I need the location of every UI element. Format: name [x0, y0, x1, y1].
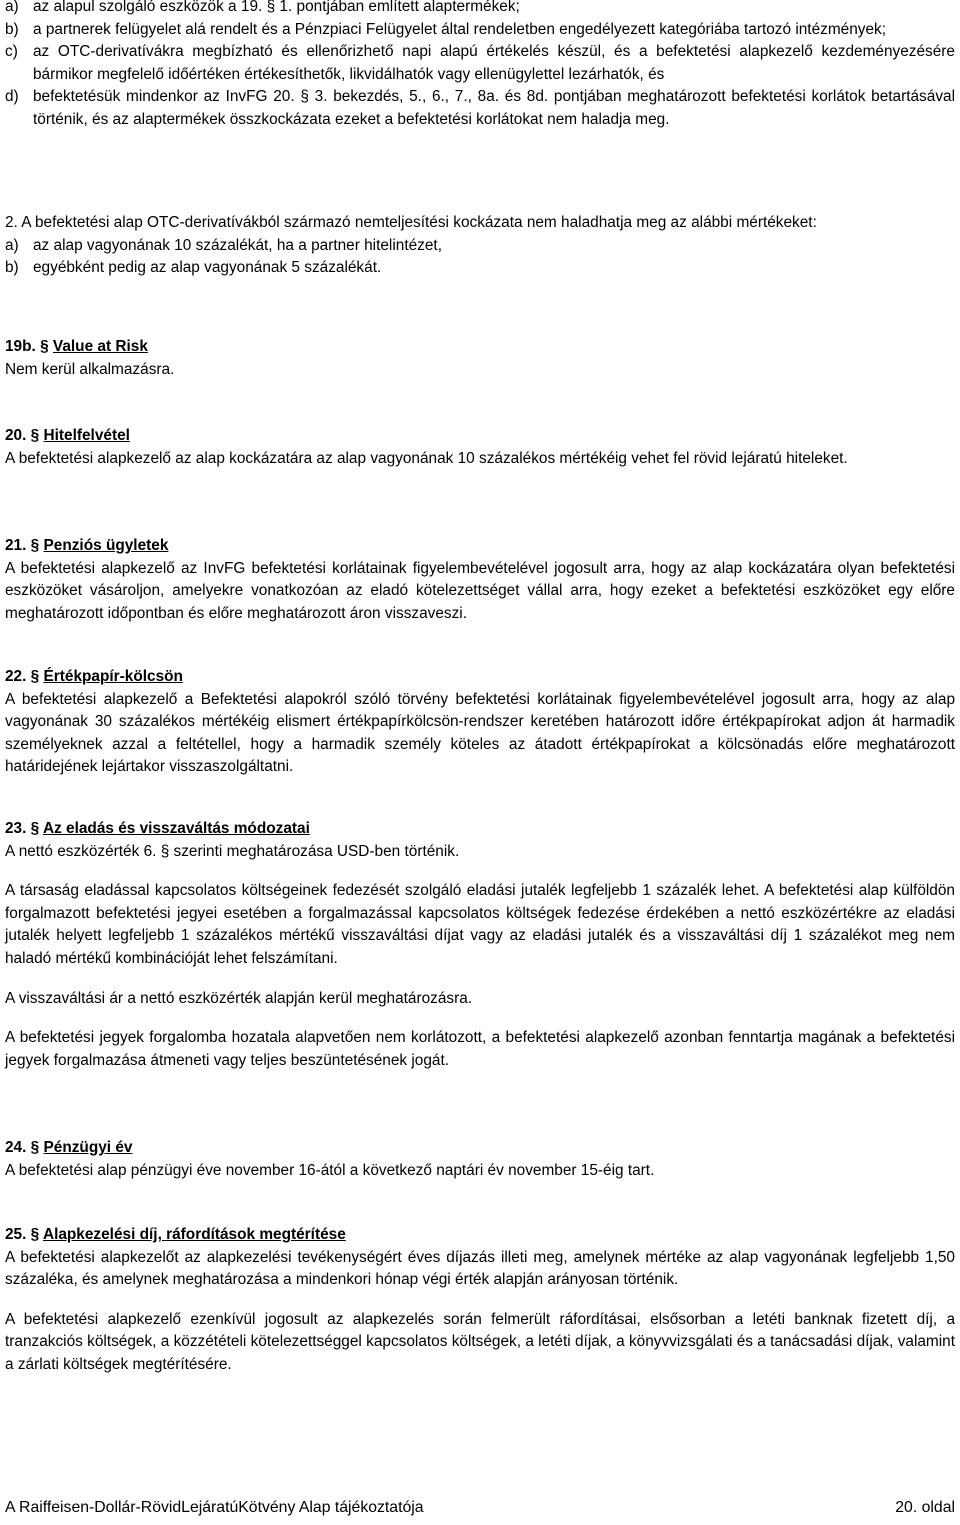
section-22	[5, 666, 955, 779]
section-19b	[5, 336, 955, 381]
intro-list	[5, 0, 955, 132]
list-label: d)	[5, 88, 19, 106]
section-title: Az eladás és visszaváltás módozatai	[42, 820, 310, 837]
list-item	[5, 19, 955, 42]
list-label: b)	[5, 259, 19, 277]
page-footer	[5, 1497, 955, 1519]
section-heading	[5, 425, 955, 448]
section-title: Value at Risk	[52, 338, 148, 355]
section-title: Alapkezelési díj, ráfordítások megtérítése	[42, 1226, 346, 1243]
footer-title: A Raiffeisen-Dollár-RövidLejáratúKötvény Alap tájékoztatója	[5, 1499, 424, 1516]
section-body: A társaság eladással kapcsolatos költségeinek fedezését szolgáló eladási jutalék legfeljebb 1 százalék lehet. A befektetési alap külföldön forgalmazott befektetési jegyei esetében a forgalmazással kapcsolatos költségek fedezése érdekében a nettó eszközértékre az eladási jutalék helyett legfeljebb 1 százalékos mértékű visszaváltási díjat vagy az eladási jutalék és a visszaváltási díj 1 százalékot meg nem haladó mértékű kombinációját lehet felszámítani.	[5, 882, 955, 967]
paragraph-text: 2. A befektetési alap OTC-derivatívákból származó nemteljesítési kockázata nem haladhatja meg az alábbi mértékeket:	[5, 214, 817, 231]
section-sign: §	[30, 1139, 40, 1156]
list-text: az alapul szolgáló eszközök a 19. § 1. pontjában említett alaptermékek;	[33, 0, 520, 15]
section-number: 24.	[5, 1139, 31, 1156]
section-20	[5, 425, 955, 470]
section-number: 21.	[5, 537, 31, 554]
section-sign: §	[30, 1226, 40, 1243]
section-heading	[5, 818, 955, 841]
list-item	[5, 235, 955, 258]
section-number: 19b.	[5, 338, 41, 355]
section-title: Pénzügyi év	[43, 1139, 133, 1156]
section-heading	[5, 1224, 955, 1247]
section-sign: §	[30, 537, 40, 554]
section-body: A nettó eszközérték 6. § szerinti meghatározása USD-ben történik.	[5, 842, 460, 860]
section-number: 22.	[5, 668, 31, 685]
list-label: a)	[5, 236, 19, 254]
list-item	[5, 0, 955, 19]
section-body: A befektetési alapkezelő a Befektetési alapokról szóló törvény befektetési korlátainak figyelembevételével jogosult arra, hogy az alap vagyonának 30 százalékos mértékéig elismert értékpapírkölcsön-rendszer keretében határozott időre értékpapírokat adjon át harmadik személyeknek azzal a feltétellel, hogy a harmadik személy köteles az átadott értékpapírokat a kölcsönadás előre meghatározott határidejének lejártakor visszaszolgáltatni.	[5, 690, 955, 776]
list-item	[5, 257, 955, 280]
section-body: A befektetési alapkezelő az alap kockázatára az alap vagyonának 10 százalékos mértékéig vehet fel rövid lejáratú hiteleket.	[5, 449, 848, 467]
section-23	[5, 818, 955, 1072]
list-text: befektetésük mindenkor az InvFG 20. § 3. bekezdés, 5., 6., 7., 8a. és 8d. pontjában meghatározott befektetési korlátok betartásával történik, és az alaptermékek összkockázata ezeket a befektetési korlátokat nem haladja meg.	[33, 88, 955, 128]
list-text: az OTC-derivatívákra megbízható és ellenőrizhető napi alapú értékelés készül, és a befektetési alapkezelő kezdeményezésére bármikor megfelelő időértéken értékesíthetők, likvidálhatók vagy ellenügylettel lezárhatók, és	[33, 43, 955, 83]
section-number: 23.	[5, 820, 31, 837]
section-title: Penziós ügyletek	[43, 537, 169, 554]
paragraph-2	[5, 212, 955, 280]
section-body: Nem kerül alkalmazásra.	[5, 360, 175, 378]
section-sign: §	[40, 338, 49, 355]
list-label: c)	[5, 43, 18, 61]
section-title: Hitelfelvétel	[43, 427, 130, 444]
list-label: b)	[5, 20, 19, 38]
section-heading	[5, 336, 955, 359]
section-sign: §	[30, 668, 40, 685]
section-body: A befektetési alapkezelő ezenkívül jogosult az alapkezelés során felmerült ráfordításai, elsősorban a letéti banknak fizetett díj, a tranzakciós költségek, a közzétételi kötelezettséggel kapcsolatos költségek, a letéti díjak, a könyvvizsgálati és a tanácsadási díjak, valamint a zárlati költségek megtérítésére.	[5, 1310, 955, 1373]
section-body: A visszaváltási ár a nettó eszközérték alapján kerül meghatározásra.	[5, 989, 473, 1007]
section-body: A befektetési alapkezelőt az alapkezelési tevékenységért éves díjazás illeti meg, amelynek mértéke az alap vagyonának legfeljebb 1,50 százaléka, és amelynek meghatározása a mindenkori hónap végi érték alapján arányosan történik.	[5, 1248, 955, 1289]
list-item	[5, 86, 955, 131]
section-title: Értékpapír-kölcsön	[43, 668, 183, 685]
section-heading	[5, 666, 955, 689]
section-sign: §	[30, 820, 40, 837]
list-text: az alap vagyonának 10 százalékát, ha a partner hitelintézet,	[33, 236, 442, 254]
section-body: A befektetési jegyek forgalomba hozatala alapvetően nem korlátozott, a befektetési alapkezelő azonban fenntartja magának a befektetési jegyek forgalmazása átmeneti vagy teljes beszüntetésének jogát.	[5, 1029, 955, 1069]
section-sign: §	[30, 427, 40, 444]
section-24	[5, 1137, 955, 1182]
page-number: 20. oldal	[895, 1499, 955, 1516]
section-number: 25.	[5, 1226, 31, 1243]
section-number: 20.	[5, 427, 31, 444]
section-heading	[5, 1137, 955, 1160]
section-25	[5, 1224, 955, 1377]
section-body: A befektetési alap pénzügyi éve november 16-ától a következő naptári év november 15-éig tart.	[5, 1161, 655, 1179]
section-heading	[5, 535, 955, 558]
list-text: a partnerek felügyelet alá rendelt és a Pénzpiaci Felügyelet által rendeletben engedélyezett kategóriába tartozó intézmények;	[33, 20, 887, 38]
list-item	[5, 41, 955, 86]
section-21	[5, 535, 955, 625]
list-text: egyébként pedig az alap vagyonának 5 százalékát.	[33, 259, 382, 277]
section-body: A befektetési alapkezelő az InvFG befektetési korlátainak figyelembevételével jogosult arra, hogy az alap kockázatára olyan befektetési eszközöket vásároljon, amelyekre vonatkozóan az eladó kötelezettséget vállal arra, hogy ezeket a befektetési eszközöket egy előre meghatározott időpontban és előre meghatározott áron visszaveszi.	[5, 559, 955, 622]
list-label: a)	[5, 0, 19, 15]
